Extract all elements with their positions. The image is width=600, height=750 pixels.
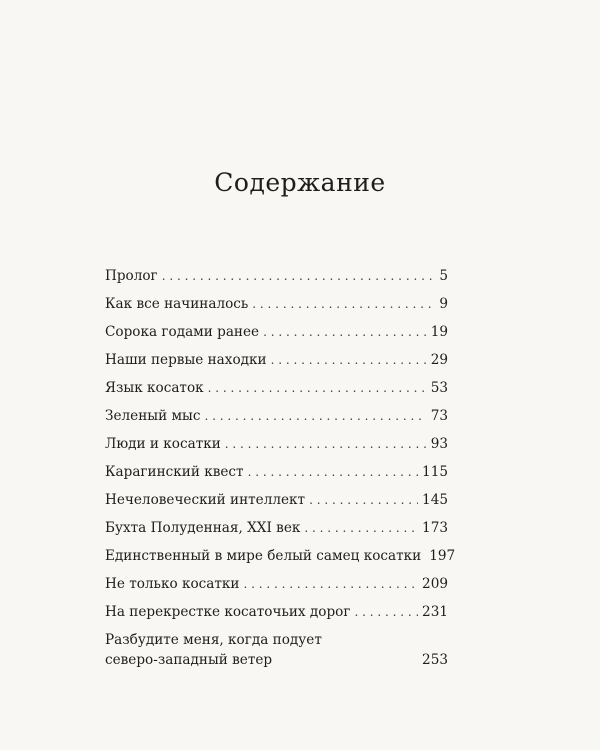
toc-entry-page: 53 [430, 380, 448, 396]
toc-entry [105, 458, 448, 486]
toc-entry-label: Зеленый мыс [105, 408, 201, 424]
dot-leader [309, 486, 418, 514]
toc-entry-label: Разбудите меня, когда подует [105, 632, 322, 648]
table-of-contents [105, 262, 456, 670]
toc-entry [105, 486, 448, 514]
toc-entry [105, 374, 448, 402]
toc-entry-page: 173 [422, 520, 448, 536]
toc-entry [105, 630, 448, 670]
toc-entry-page: 197 [429, 548, 456, 564]
toc-entry-label: Язык косаток [105, 380, 204, 396]
page-title: Содержание [214, 168, 386, 197]
toc-entry-second-line [105, 650, 448, 670]
toc-entry [105, 262, 448, 290]
toc-entry [105, 318, 448, 346]
toc-entry [105, 346, 448, 374]
toc-entry-label: Нечеловеческий интеллект [105, 492, 306, 508]
dot-leader [204, 402, 426, 430]
toc-entry [105, 290, 448, 318]
toc-entry [105, 570, 448, 598]
toc-entry-label: Наши первые находки [105, 352, 267, 368]
toc-entry-label: Не только косатки [105, 576, 240, 592]
toc-entry-page: 9 [439, 296, 448, 312]
dot-leader [263, 318, 427, 346]
dot-leader [243, 570, 418, 598]
toc-entry [105, 514, 448, 542]
toc-entry-page: 29 [430, 352, 448, 368]
dot-leader [162, 262, 436, 290]
dot-leader [248, 458, 418, 486]
dot-leader [225, 430, 427, 458]
dot-leader [208, 374, 427, 402]
toc-entry-page: 5 [439, 268, 448, 284]
toc-entry-page: 209 [422, 576, 448, 592]
toc-entry-page: 73 [430, 408, 448, 424]
toc-entry-label: Карагинский квест [105, 464, 244, 480]
toc-entry-label-continued: северо-западный ветер [105, 652, 273, 668]
toc-entry [105, 542, 456, 570]
toc-entry-page: 115 [422, 464, 448, 480]
toc-entry [105, 402, 448, 430]
dot-leader [354, 598, 418, 626]
toc-entry-label: На перекрестке косаточьих дорог [105, 604, 351, 620]
toc-entry-page: 253 [422, 652, 448, 668]
dot-leader [271, 346, 427, 374]
toc-entry-page: 231 [422, 604, 448, 620]
toc-entry [105, 430, 448, 458]
toc-entry-page: 93 [430, 436, 448, 452]
dot-leader [252, 290, 435, 318]
toc-entry-label: Бухта Полуденная, XXI век [105, 520, 301, 536]
toc-entry-label: Пролог [105, 268, 158, 284]
toc-entry-page: 19 [430, 324, 448, 340]
toc-entry-page: 145 [422, 492, 448, 508]
toc-entry [105, 598, 448, 626]
toc-entry-label: Как все начиналось [105, 296, 249, 312]
dot-leader [304, 514, 418, 542]
toc-entry-label: Люди и косатки [105, 436, 221, 452]
toc-entry-label: Сорока годами ранее [105, 324, 260, 340]
toc-entry-label: Единственный в мире белый самец косатки [105, 548, 422, 564]
